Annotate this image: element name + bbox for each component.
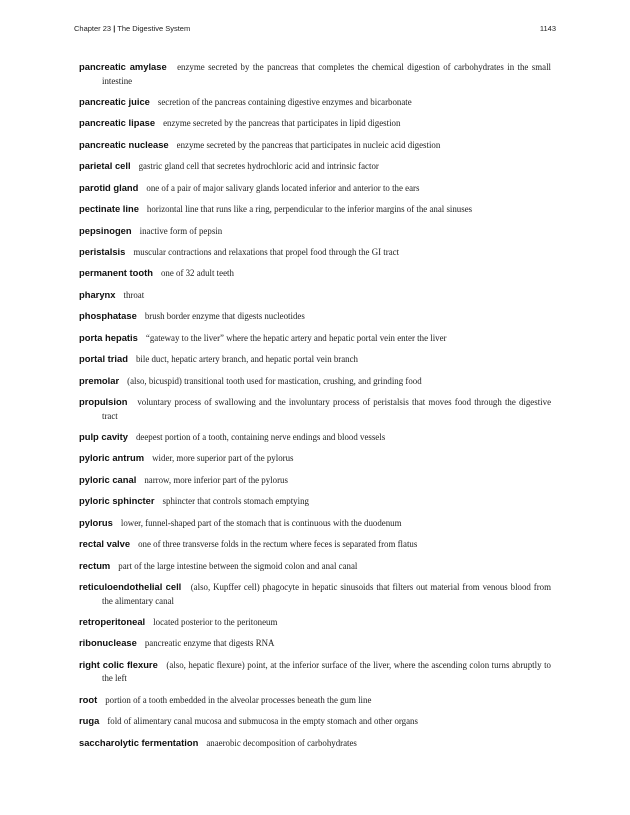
glossary-definition: throat [123,289,145,300]
glossary-term: parietal cell [79,160,131,172]
glossary-definition: one of a pair of major salivary glands located inferior and anterior to the ears [146,182,420,193]
glossary-term: pyloric sphincter [79,495,155,507]
glossary-term: pancreatic lipase [79,117,156,129]
glossary-definition: horizontal line that runs like a ring, perpendicular to the inferior margins of the anal sinuses [146,204,473,215]
glossary-definition: deepest portion of a tooth, containing nerve endings and blood vessels [135,432,386,442]
glossary-definition: bile duct, hepatic artery branch, and hepatic portal vein branch [135,354,358,365]
glossary-term: pancreatic juice [79,95,150,107]
glossary-entry [79,615,551,629]
glossary-term: pulp cavity [79,431,128,442]
glossary-entry [79,473,551,487]
glossary-entry [79,451,551,465]
glossary-entry [79,202,551,216]
chapter-label: Chapter 23 [74,24,112,33]
glossary-entry [79,559,551,573]
glossary-term: right colic flexure [79,658,158,670]
glossary-entry [79,266,551,280]
glossary-definition: “gateway to the liver” where the hepatic artery and hepatic portal vein enter the liver [145,332,447,343]
glossary-definition: (also, hepatic flexure) point, at the inferior surface of the liver, where the ascending colon turns abruptly to the left [102,659,551,684]
glossary-entry [79,658,551,685]
glossary-definition: brush border enzyme that digests nucleotides [144,311,305,322]
glossary-entry [79,430,551,444]
glossary-definition: (also, bicuspid) transitional tooth used for mastication, crushing, and grinding food [127,375,422,386]
glossary-definition: secretion of the pancreas containing digestive enzymes and bicarbonate [157,96,412,107]
glossary-term: parotid gland [79,181,139,193]
glossary-term: portal triad [79,353,128,365]
glossary-definition: portion of a tooth embedded in the alveolar processes beneath the gum line [105,694,372,705]
glossary-term: pectinate line [79,203,139,215]
glossary-definition: voluntary process of swallowing and the involuntary process of peristalsis that moves food through the digestive tract [102,397,552,421]
glossary-entry [79,95,551,109]
glossary-term: rectal valve [79,538,131,550]
glossary-definition: anaerobic decomposition of carbohydrates [206,737,357,748]
glossary-entry [79,224,551,238]
glossary-definition: located posterior to the peritoneum [153,617,278,627]
glossary-entry [79,395,551,422]
glossary-term: phosphatase [79,310,137,322]
glossary-entry [79,116,551,130]
glossary-entry [79,181,551,195]
glossary-term: pancreatic nuclease [79,138,169,150]
glossary-entry [79,309,551,323]
glossary-entry [79,736,551,750]
glossary-term: porta hepatis [79,331,138,343]
glossary-term: pylorus [79,516,113,528]
header-separator: | [113,24,116,33]
glossary-term: ruga [79,715,100,727]
glossary-entry [79,159,551,173]
glossary-term: premolar [79,374,120,386]
glossary-definition: pancreatic enzyme that digests RNA [144,638,275,649]
glossary-term: retroperitoneal [79,616,146,627]
glossary-entry [79,331,551,345]
chapter-title: The Digestive System [117,24,191,33]
glossary-definition: (also, Kupffer cell) phagocyte in hepatic sinusoids that filters out material from venous blood from the alimentary canal [102,582,552,606]
glossary-term: saccharolytic fermentation [79,736,199,748]
glossary-entry [79,138,551,152]
glossary-term: reticuloendothelial cell [79,581,182,593]
glossary-term: root [79,693,98,705]
glossary-term: ribonuclease [79,637,137,649]
running-header [74,24,556,38]
glossary-entry [79,374,551,388]
glossary-entry [79,494,551,508]
glossary-definition: enzyme secreted by the pancreas that participates in nucleic acid digestion [176,139,441,150]
glossary-term: propulsion [79,396,128,408]
glossary-entry [79,636,551,650]
glossary-definition: muscular contractions and relaxations that propel food through the GI tract [133,247,400,257]
glossary-definition: inactive form of pepsin [139,225,223,236]
glossary-definition: enzyme secreted by the pancreas that completes the chemical digestion of carbohydrates in the small intestine [102,62,552,86]
glossary-term: pepsinogen [79,224,132,236]
glossary-entry [79,580,551,607]
glossary-definition: fold of alimentary canal mucosa and submucosa in the empty stomach and other organs [107,716,418,727]
glossary-definition: sphincter that controls stomach emptying [162,496,309,507]
glossary-definition: lower, funnel-shaped part of the stomach that is continuous with the duodenum [120,517,402,528]
glossary-entry [79,516,551,530]
glossary-entry [79,714,551,728]
glossary-definition: narrow, more inferior part of the pylorus [144,474,288,485]
glossary-term: pyloric antrum [79,452,145,464]
glossary-term: pyloric canal [79,473,137,485]
glossary-entry [79,693,551,707]
glossary-definition: one of three transverse folds in the rectum where feces is separated from flatus [138,539,418,550]
glossary-definition: enzyme secreted by the pancreas that participates in lipid digestion [163,118,401,129]
glossary-definition: part of the large intestine between the sigmoid colon and anal canal [118,560,358,571]
glossary-entry [79,288,551,302]
glossary-definition: gastric gland cell that secretes hydrochloric acid and intrinsic factor [138,161,379,172]
page-number: 1143 [539,24,556,33]
glossary-entry [79,60,551,87]
glossary-term: permanent tooth [79,267,153,279]
glossary-term: pancreatic amylase [79,61,167,72]
glossary-entry [79,352,551,366]
glossary-entry [79,245,551,259]
glossary-entry [79,537,551,551]
glossary-term: rectum [79,559,111,571]
chapter-heading [74,24,190,33]
glossary-term: peristalsis [79,246,126,257]
glossary-term: pharynx [79,288,116,300]
glossary-definition: one of 32 adult teeth [160,268,234,279]
glossary-definition: wider, more superior part of the pylorus [152,453,294,464]
glossary-list [79,60,551,757]
